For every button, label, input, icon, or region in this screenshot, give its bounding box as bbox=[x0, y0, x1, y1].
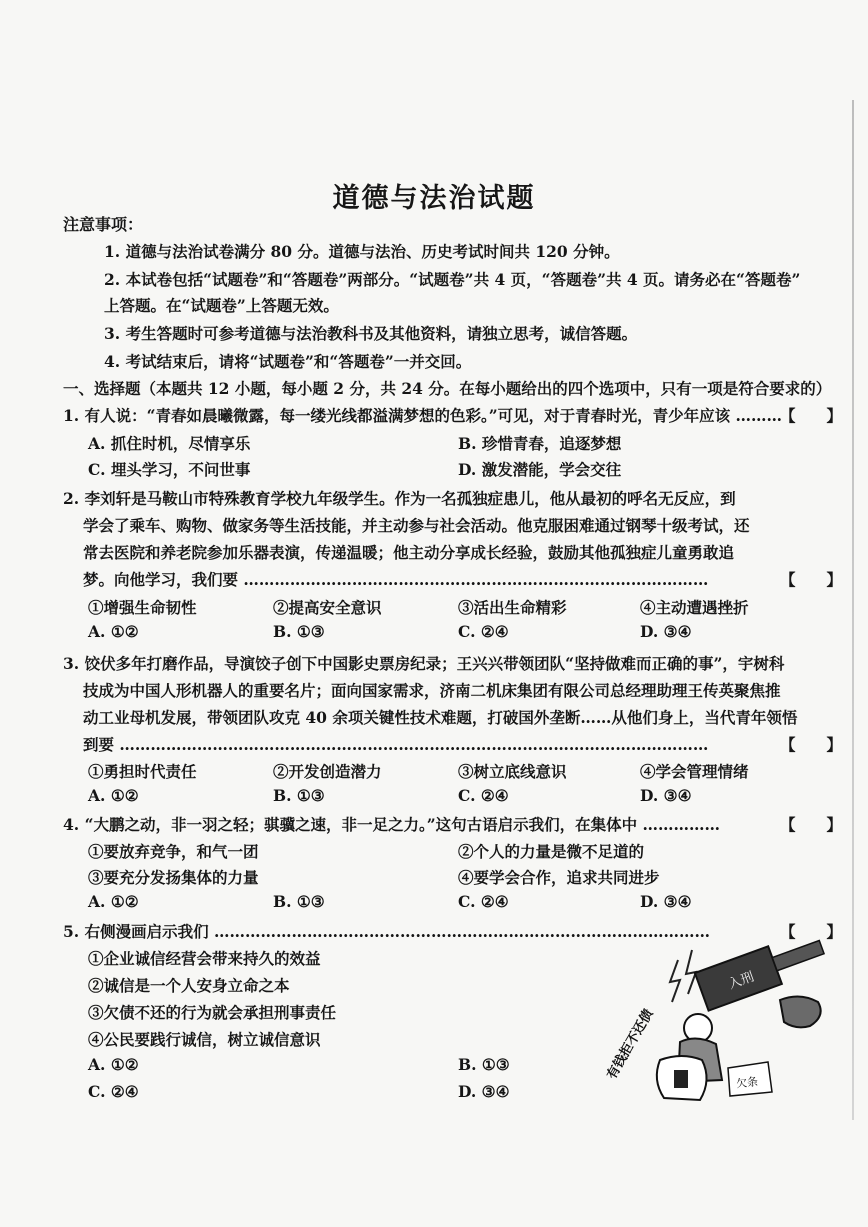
q5-answer-bracket: 【 】 bbox=[780, 922, 843, 941]
notice-heading: 注意事项： bbox=[63, 215, 144, 234]
q5-option-c: C. ②④ bbox=[88, 1082, 139, 1101]
q1-answer-bracket: 【 】 bbox=[780, 406, 843, 425]
q3-item-3: ③树立底线意识 bbox=[458, 762, 567, 781]
q2-line-3: 常去医院和养老院参加乐器表演，传递温暖；他主动分享成长经验，鼓励其他孤独症儿童勇敢追 bbox=[83, 543, 735, 562]
notice-item-2-cont: 上答题。在“试题卷”上答题无效。 bbox=[104, 296, 339, 315]
q1-option-d: D. 激发潜能，学会交往 bbox=[458, 460, 622, 479]
section-heading: 一、选择题（本题共 12 小题，每小题 2 分，共 24 分。在每小题给出的四个选项中，只有一项是符合要求的） bbox=[63, 379, 832, 398]
q2-item-4: ④主动遭遇挫折 bbox=[640, 598, 749, 617]
q3-line-4: 到要 …………………………………………………………………………………………………… bbox=[83, 735, 709, 754]
q2-option-b: B. ①③ bbox=[273, 622, 325, 641]
q2-option-d: D. ③④ bbox=[640, 622, 692, 641]
q3-answer-bracket: 【 】 bbox=[780, 735, 843, 754]
q3-option-b: B. ①③ bbox=[273, 786, 325, 805]
q4-item-4: ④要学会合作，追求共同进步 bbox=[458, 868, 660, 887]
q2-line-2: 学会了乘车、购物、做家务等生活技能，并主动参与社会活动。他克服困难通过钢琴十级考试，还 bbox=[83, 516, 750, 535]
page-edge-line bbox=[852, 100, 854, 1120]
q2-item-3: ③活出生命精彩 bbox=[458, 598, 567, 617]
q1-option-b: B. 珍惜青春，追逐梦想 bbox=[458, 434, 622, 453]
q2-item-1: ①增强生命韧性 bbox=[88, 598, 197, 617]
q3-line-2: 技成为中国人形机器人的重要名片；面向国家需求，济南二机床集团有限公司总经理助理王传英聚焦推 bbox=[83, 681, 781, 700]
q2-line-1: 2. 李刘轩是马鞍山市特殊教育学校九年级学生。作为一名孤独症患儿，他从最初的呼名无反应，到 bbox=[63, 489, 736, 508]
q4-option-d: D. ③④ bbox=[640, 892, 692, 911]
q1-option-c: C. 埋头学习，不问世事 bbox=[88, 460, 251, 479]
notice-item-3: 3. 考生答题时可参考道德与法治教科书及其他资料，请独立思考，诚信答题。 bbox=[104, 324, 638, 343]
q3-line-1: 3. 饺伏多年打磨作品，导演饺子创下中国影史票房纪录；王兴兴带领团队“坚持做难而正确的事”，宇树科 bbox=[63, 654, 785, 673]
q3-item-2: ②开发创造潜力 bbox=[273, 762, 382, 781]
q4-item-3: ③要充分发扬集体的力量 bbox=[88, 868, 259, 887]
q2-line-4: 梦。向他学习，我们要 ……………………………………………………………………………… bbox=[83, 570, 709, 589]
q5-option-d: D. ③④ bbox=[458, 1082, 510, 1101]
q5-option-a: A. ①② bbox=[88, 1055, 139, 1074]
q3-item-4: ④学会管理情绪 bbox=[640, 762, 749, 781]
notice-item-2: 2. 本试卷包括“试题卷”和“答题卷”两部分。“试题卷”共 4 页，“答题卷”共 4 页。请务必在“答题卷” bbox=[104, 270, 801, 289]
q5-item-2: ②诚信是一个人安身立命之本 bbox=[88, 976, 290, 995]
q5-item-1: ①企业诚信经营会带来持久的效益 bbox=[88, 949, 321, 968]
debt-note-label: 欠条 bbox=[735, 1075, 759, 1091]
q5-option-b: B. ①③ bbox=[458, 1055, 510, 1074]
q3-item-1: ①勇担时代责任 bbox=[88, 762, 197, 781]
q5-stem: 5. 右侧漫画启示我们 …………………………………………………………………………………… bbox=[63, 922, 710, 941]
q4-item-1: ①要放弃竞争，和气一团 bbox=[88, 842, 259, 861]
page-title: 道德与法治试题 bbox=[332, 183, 536, 214]
q2-option-a: A. ①② bbox=[88, 622, 139, 641]
q5-item-3: ③欠债不还的行为就会承担刑事责任 bbox=[88, 1003, 337, 1022]
q2-answer-bracket: 【 】 bbox=[780, 570, 843, 589]
lightning-mark-1 bbox=[670, 960, 680, 1002]
q3-option-d: D. ③④ bbox=[640, 786, 692, 805]
integrity-cartoon bbox=[600, 930, 840, 1110]
money-bag-mark bbox=[674, 1070, 688, 1088]
q4-item-2: ②个人的力量是微不足道的 bbox=[458, 842, 645, 861]
lightning-mark-2 bbox=[686, 950, 696, 994]
q1-stem: 1. 有人说：“青春如晨曦微露，每一缕光线都溢满梦想的色彩。”可见，对于青春时光，青少年应该 ……… bbox=[63, 406, 783, 425]
q4-option-c: C. ②④ bbox=[458, 892, 509, 911]
q4-option-b: B. ①③ bbox=[273, 892, 325, 911]
notice-item-1: 1. 道德与法治试卷满分 80 分。道德与法治、历史考试时间共 120 分钟。 bbox=[104, 242, 620, 261]
cartoon-side-text: 有钱拒不还债 bbox=[604, 1006, 657, 1082]
hammer-label: 入刑 bbox=[726, 969, 757, 993]
q3-option-a: A. ①② bbox=[88, 786, 139, 805]
q1-option-a: A. 抓住时机，尽情享乐 bbox=[88, 434, 251, 453]
q4-option-a: A. ①② bbox=[88, 892, 139, 911]
q2-item-2: ②提高安全意识 bbox=[273, 598, 382, 617]
q5-item-4: ④公民要践行诚信，树立诚信意识 bbox=[88, 1030, 321, 1049]
q2-option-c: C. ②④ bbox=[458, 622, 509, 641]
hand-shape bbox=[780, 996, 821, 1027]
q3-line-3: 动工业母机发展，带领团队攻克 40 余项关键性技术难题，打破国外垄断……从他们身上，当代青年领悟 bbox=[83, 708, 798, 727]
notice-item-4: 4. 考试结束后，请将“试题卷”和“答题卷”一并交回。 bbox=[104, 352, 472, 371]
q3-option-c: C. ②④ bbox=[458, 786, 509, 805]
q4-stem: 4. “大鹏之动，非一羽之轻；骐骥之速，非一足之力。”这句古语启示我们，在集体中 …………… bbox=[63, 815, 721, 834]
q4-answer-bracket: 【 】 bbox=[780, 815, 843, 834]
